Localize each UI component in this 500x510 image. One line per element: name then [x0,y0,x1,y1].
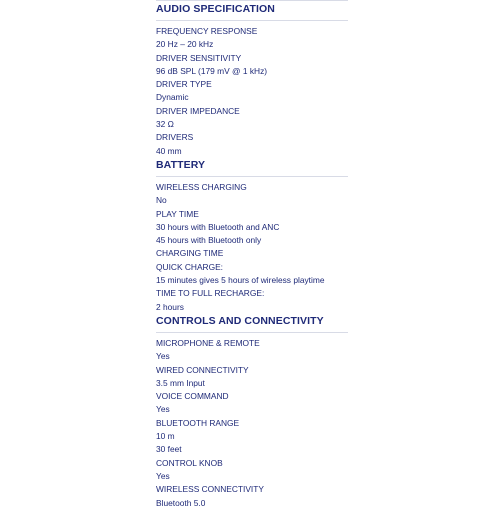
spec-label: WIRELESS CHARGING [156,181,247,192]
spec-label: MICROPHONE & REMOTE [156,337,260,348]
spec-label: DRIVERS [156,132,194,143]
section-audio [156,2,486,158]
section-divider [156,332,348,333]
spec-value: Yes [156,470,170,481]
spec-value: 45 hours with Bluetooth only [156,235,262,246]
section-divider [156,20,348,21]
section-divider [156,176,348,177]
spec-label: DRIVER TYPE [156,79,212,90]
spec-label: PLAY TIME [156,208,199,219]
spec-value: Yes [156,351,170,362]
spec-sheet [156,2,486,510]
spec-label: WIRED CONNECTIVITY [156,364,249,375]
spec-label: DRIVER SENSITIVITY [156,52,242,63]
spec-value: 40 mm [156,145,182,156]
section-battery [156,158,486,314]
spec-value: Yes [156,404,170,415]
spec-value: 30 feet [156,444,182,455]
spec-value: Dynamic [156,92,189,103]
section-heading-audio: AUDIO SPECIFICATION [156,3,275,15]
section-heading-controls: CONTROLS AND CONNECTIVITY [156,314,324,327]
spec-value: 15 minutes gives 5 hours of wireless playtime [156,275,325,286]
spec-label: CHARGING TIME [156,248,224,259]
spec-value: 2 hours [156,301,184,312]
spec-label: FREQUENCY RESPONSE [156,26,258,36]
spec-label: WIRELESS CONNECTIVITY [156,484,264,495]
top-divider [156,0,348,1]
spec-value: 3.5 mm Input [156,377,205,388]
spec-value: 30 hours with Bluetooth and ANC [156,221,280,232]
spec-value: No [156,195,167,206]
spec-label: QUICK CHARGE: [156,261,224,272]
spec-value: 32 Ω [156,119,174,130]
spec-value: 20 Hz – 20 kHz [156,39,214,50]
spec-value: Bluetooth 5.0 [156,497,206,508]
section-heading-battery: BATTERY [156,158,206,171]
spec-label: TIME TO FULL RECHARGE: [156,288,265,299]
spec-label: VOICE COMMAND [156,391,229,402]
spec-label: CONTROL KNOB [156,457,223,468]
section-controls [156,314,486,510]
spec-value: 10 m [156,431,175,442]
spec-value: 96 dB SPL (179 mV @ 1 kHz) [156,65,268,76]
spec-label: DRIVER IMPEDANCE [156,105,240,116]
spec-label: BLUETOOTH RANGE [156,417,240,428]
